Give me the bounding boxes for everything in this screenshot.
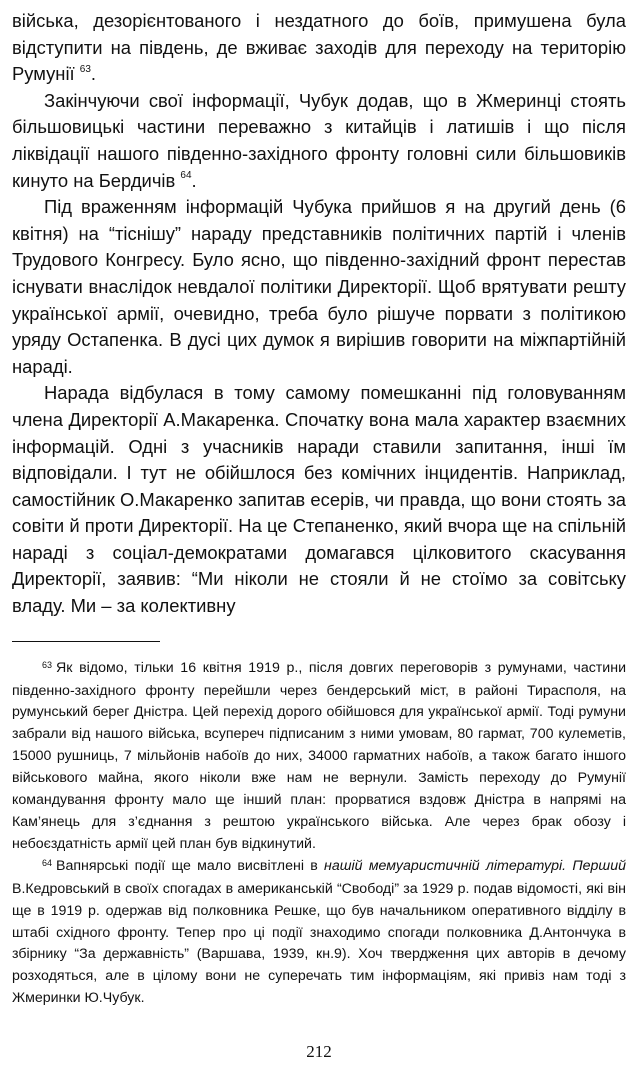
page <box>12 8 626 1010</box>
paragraph-4: Нарада відбулася в тому самому помешканні під головуванням члена Директорії А.Макаренка. Спочатку вона мала характер взаємних інформацій. Одні з учасників наради ставили запитання, інші їм відповідали. І тут не обійшлося без комічних інцидентів. Наприклад, самостійник О.Макаренко запитав есерів, чи правда, що вони стоять за совіти й проти Директорії. На це Степаненко, який вчора ще на спільній нараді з соціал-демократами домагався цілковитого скасування Директорії, заявив: “Ми ніколи не стояли й не стоїмо за совітську владу. Ми – за колективну <box>12 382 626 617</box>
footnote-63: $^{63}$ Як відомо, тільки 16 квітня 1919 р., після довгих переговорів з румунами, частини південно-західного фронту перейшли через бендерський міст, в районі Тирасполя, на румунський берег Дністра. Цей перехід дорого обійшовся для української армії. Тоді румуни забрали від нашого війська, всупереч підписаним з ними умовам, 80 гармат, 700 кулеметів, 15000 рушниць, 7 мільйонів набоїв до них, 34000 гарматних набоїв, а також багато іншого військового майна, якого ніколи вже нам не вернули. Замість переходу до Румунії командування фронту мало ще інший план: прорватися вздовж Дністра в напрямі на Кам’янець для з’єднання з рештою українського війська. Але через брак обозу і небоєздатність армії цей план був відкинутий. <box>12 659 626 852</box>
paragraph-1: війська, дезорієнтованого і нездатного до боїв, примушена була відступити на південь, де вживає заходів для переходу на територію Румунії $^{63}$. <box>12 10 626 85</box>
footnote-ref-64[interactable]: 64 <box>180 170 192 182</box>
footnote-mark-63: 63 <box>42 659 53 670</box>
footnotes <box>12 658 626 1011</box>
footnote-64: $^{64}$ Вапнярські події ще мало висвітлені в нашій мемуаристичній літературі. Перший В.Кедровський в своїх спогадах в американській “Свободі” за 1929 р. подав відомості, які він ще в 1919 р. одержав від полковника Решке, що був начальником оперативного відділу в штабі східного фронту. Тепер про ці події знаходимо спогади полковника Д.Антончука в збірнику “За державність” (Варшава, 1939, кн.9). Хоч твердження цих авторів в дечому розходяться, але в цілому вони не суперечать тим інформаціям, які привіз нам тоді з Жмеринки Ю.Чубук. <box>12 857 626 1007</box>
paragraph-3: Під враженням інформацій Чубука прийшов я на другий день (6 квітня) на “тіснішу” нараду представників політичних партій і членів Трудового Конгресу. Було ясно, що південно-західний фронт перестав існувати внаслідок невдалої політики Директорії. Щоб врятувати решту української армії, очевидно, треба було рішуче порвати з політикою уряду Остапенка. В дусі цих думок я вирішив говорити на міжпартійній нараді. <box>12 196 626 377</box>
footnote-mark-64: 64 <box>42 857 53 868</box>
footnote-ref-63[interactable]: 63 <box>79 64 91 76</box>
paragraph-2: Закінчуючи свої інформації, Чубук додав, що в Жмеринці стоять більшовицькі частини переважно з китайців і латишів і що після ліквідації нашого південно-західного фронту головні сили більшовиків кинуто на Бердичів $^{64}$. <box>12 89 626 191</box>
main-text <box>12 8 626 620</box>
page-number: 212 <box>306 1042 332 1061</box>
footnote-divider <box>12 641 160 642</box>
